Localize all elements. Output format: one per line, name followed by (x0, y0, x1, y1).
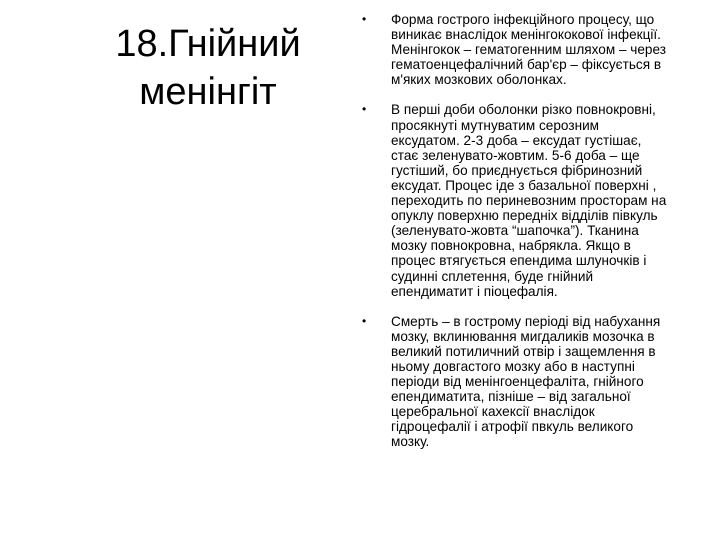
bullet-marker: • (362, 12, 367, 26)
bullet-text: Смерть – в гострому періоді від набухання мозку, вклинювання мигдаликів мозочка в великий потиличний отвір і защемлення в ньому довгастого мозку або в наступні періоди від менінгоенцефаліта, гнійного епендиматита, пізніше – від загальної церебральної кахексії внаслідок гідроцефалії і атрофії пвкуль великого мозку. (391, 313, 661, 450)
bullet-list (362, 12, 720, 465)
bullet-item (362, 12, 720, 87)
bullet-item (362, 314, 720, 450)
bullet-item (362, 102, 720, 298)
bullet-text: В перші доби оболонки різко повнокровні, просякнуті мутнуватим серозним ексудатом. 2-3 доба – ексудат густішає, стає зеленувато-жовтим. 5-6 доба – ще густіший, бо приєднується фібринозний ексудат. Процес іде з базальної поверхні , переходить по периневозним просторам на опуклу поверхню передніх відділів півкуль (зеленувато-жовта “шапочка”). Тканина мозку повнокровна, набрякла. Якщо в процес втягується епендима шлуночків і судинні сплетення, буде гнійний епендиматит і піоцефалія. (391, 102, 667, 299)
bullet-text: Форма гострого інфекційного процесу, що виникає внаслідок менінгококової інфекції. Менінгокок – гематогенним шляхом – через гематоенцефалічний бар'єр – фіксується в м'яких мозкових оболонках. (391, 12, 666, 88)
bullet-marker: • (362, 102, 367, 117)
bullet-marker: • (362, 313, 367, 328)
slide-title: 18.Гнійний менінгіт (115, 23, 301, 113)
